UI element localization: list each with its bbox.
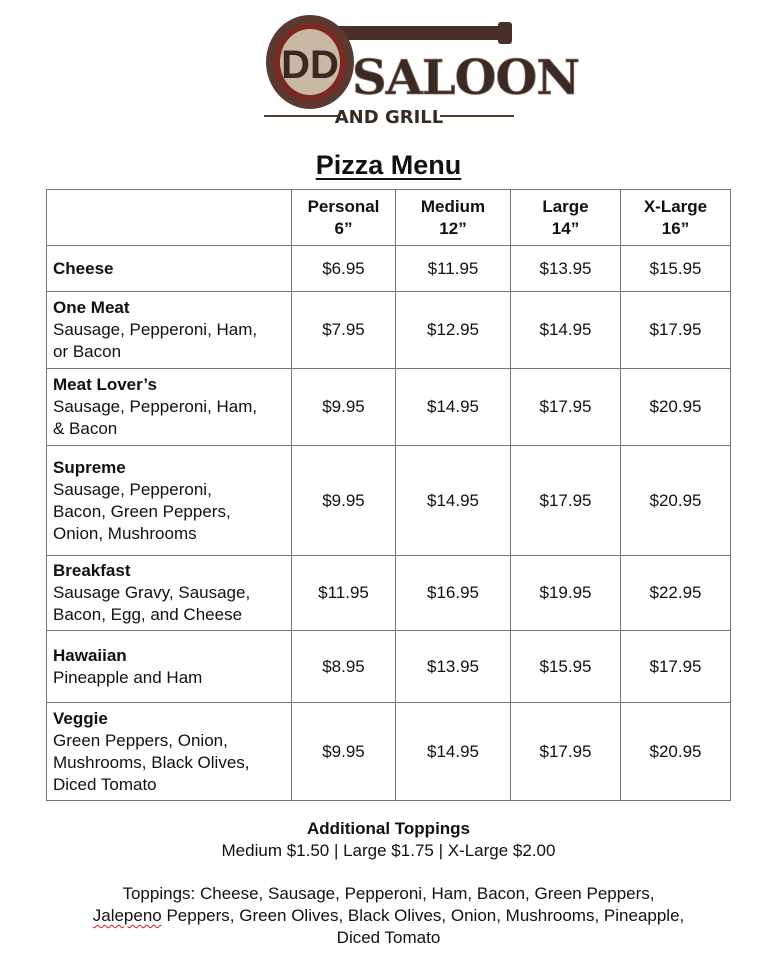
pizza-description-line: Diced Tomato: [53, 774, 157, 794]
pizza-description-line: or Bacon: [53, 342, 122, 361]
logo-tagline: AND GRILL: [334, 107, 444, 128]
pizza-row: [47, 703, 731, 801]
price-cell: $14.95: [511, 292, 621, 369]
price-cell: $17.95: [511, 703, 621, 801]
pizza-price-table: [46, 189, 731, 801]
pizza-description-line: Sausage, Pepperoni, Ham,: [53, 397, 258, 416]
pizza-description-line: Bacon, Green Peppers,: [53, 501, 231, 521]
price-cell: $6.95: [292, 246, 396, 292]
pizza-description-line: Sausage Gravy, Sausage,: [53, 583, 251, 602]
price-cell: $14.95: [396, 369, 511, 446]
price-cell: $20.95: [621, 446, 731, 556]
additional-toppings-prices: Medium $1.50 | Large $1.75 | X-Large $2.00: [221, 841, 556, 860]
pizza-name: Supreme: [53, 457, 126, 477]
size-header-personal: Personal 6”: [292, 190, 396, 246]
pizza-row: [47, 556, 731, 631]
price-cell: $17.95: [511, 446, 621, 556]
price-cell: $20.95: [621, 703, 731, 801]
price-cell: $15.95: [621, 246, 731, 292]
pizza-description-line: Bacon, Egg, and Cheese: [53, 605, 243, 624]
price-cell: $8.95: [292, 631, 396, 703]
page-title: Pizza Menu: [315, 150, 462, 180]
pizza-name-cell: [47, 246, 292, 292]
pizza-name-cell: [47, 703, 292, 801]
price-cell: $11.95: [292, 556, 396, 631]
pizza-name-cell: [47, 556, 292, 631]
pizza-name-cell: [47, 446, 292, 556]
pizza-name: Hawaiian: [53, 645, 127, 665]
price-cell: $19.95: [511, 556, 621, 631]
price-cell: $9.95: [292, 369, 396, 446]
price-cell: $13.95: [511, 246, 621, 292]
additional-toppings-title: Additional Toppings: [306, 819, 471, 838]
pizza-description-line: Mushrooms, Black Olives,: [53, 752, 250, 772]
price-cell: $12.95: [396, 292, 511, 369]
pizza-row: [47, 631, 731, 703]
pizza-name: One Meat: [53, 298, 130, 317]
size-header-xlarge: X-Large 16”: [621, 190, 731, 246]
pizza-name: Cheese: [53, 258, 114, 278]
pizza-description-line: Onion, Mushrooms: [53, 523, 197, 543]
pizza-name-cell: [47, 631, 292, 703]
pizza-name: Meat Lover’s: [53, 375, 157, 394]
pizza-row: [47, 246, 731, 292]
empty-header-cell: [47, 190, 292, 246]
price-cell: $16.95: [396, 556, 511, 631]
pizza-row: [47, 446, 731, 556]
price-cell: $14.95: [396, 703, 511, 801]
pizza-name: Breakfast: [53, 561, 131, 580]
price-cell: $14.95: [396, 446, 511, 556]
pizza-row: [47, 369, 731, 446]
pizza-row: [47, 292, 731, 369]
pizza-name-cell: [47, 369, 292, 446]
pizza-name-cell: [47, 292, 292, 369]
saloon-logo: [262, 6, 580, 130]
pizza-name: Veggie: [53, 708, 108, 728]
price-cell: $17.95: [621, 631, 731, 703]
size-header-row: [47, 190, 731, 246]
price-cell: $17.95: [511, 369, 621, 446]
pizza-description-line: Green Peppers, Onion,: [53, 730, 228, 750]
price-cell: $20.95: [621, 369, 731, 446]
logo-name: SALOON: [352, 50, 580, 106]
pizza-description-line: Sausage, Pepperoni,: [53, 479, 212, 499]
size-header-medium: Medium 12”: [396, 190, 511, 246]
price-cell: $13.95: [396, 631, 511, 703]
pizza-description-line: Pineapple and Ham: [53, 667, 203, 687]
price-cell: $22.95: [621, 556, 731, 631]
spellcheck-flagged-word: Jalepeno: [92, 906, 162, 925]
toppings-list: Toppings: Cheese, Sausage, Pepperoni, Ham, Bacon, Green Peppers, Jalepeno Peppers, Green Olives, Black Olives, Onion, Mushrooms, Pineapple, Diced Tomato: [92, 884, 685, 947]
logo-badge-text: DD: [281, 43, 339, 87]
price-cell: $17.95: [621, 292, 731, 369]
size-header-large: Large 14”: [511, 190, 621, 246]
price-cell: $11.95: [396, 246, 511, 292]
price-cell: $15.95: [511, 631, 621, 703]
price-cell: $7.95: [292, 292, 396, 369]
pizza-description-line: & Bacon: [53, 419, 118, 438]
price-cell: $9.95: [292, 703, 396, 801]
pizza-description-line: Sausage, Pepperoni, Ham,: [53, 320, 258, 339]
price-cell: $9.95: [292, 446, 396, 556]
